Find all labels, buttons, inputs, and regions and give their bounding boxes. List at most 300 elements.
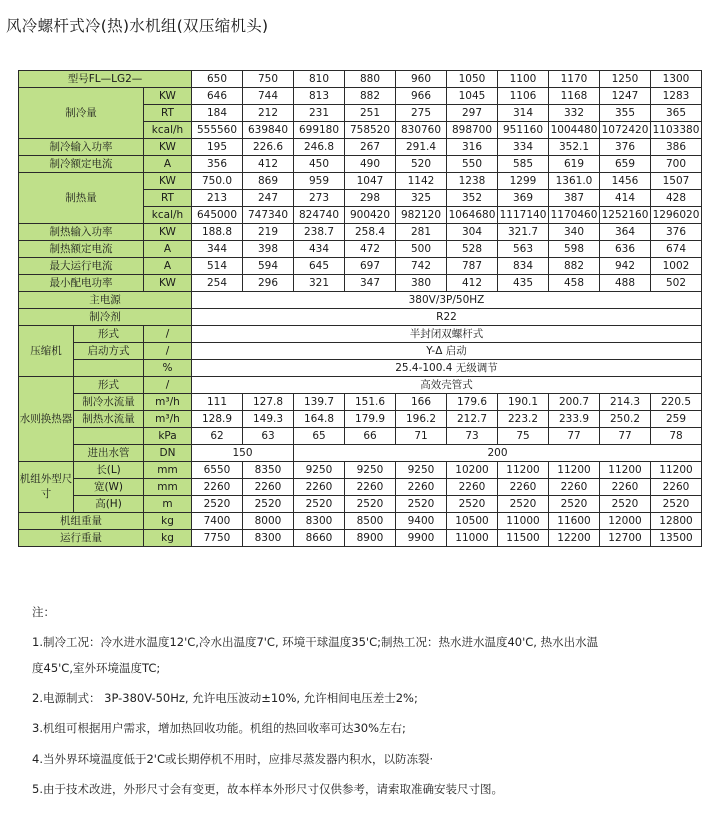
- value-cell: 2260: [447, 479, 498, 496]
- value-cell: 11200: [498, 462, 549, 479]
- value-cell: 2520: [396, 496, 447, 513]
- value-cell: 2260: [192, 479, 243, 496]
- value-cell: 398: [243, 241, 294, 258]
- value-cell: 12200: [549, 530, 600, 547]
- value-cell: 212.7: [447, 411, 498, 428]
- model-cell: 880: [345, 71, 396, 88]
- row-label: 机组重量: [19, 513, 144, 530]
- table-row: [19, 88, 702, 105]
- value-cell: 585: [498, 156, 549, 173]
- table-row: [19, 173, 702, 190]
- value-cell: 747340: [243, 207, 294, 224]
- value-cell: 639840: [243, 122, 294, 139]
- unit-cell: KW: [144, 173, 192, 190]
- value-cell: 428: [651, 190, 702, 207]
- note-3: 3.机组可根据用户需求，增加热回收功能。机组的热回收率可达30%左右;: [32, 721, 406, 735]
- table-row: [19, 496, 702, 513]
- row-label: 制冷剂: [19, 309, 192, 326]
- value-cell: 2520: [345, 496, 396, 513]
- sub-label: 形式: [74, 326, 144, 343]
- value-cell: 1117140: [498, 207, 549, 224]
- sub-label: 启动方式: [74, 343, 144, 360]
- value-cell: 184: [192, 105, 243, 122]
- value-cell: 659: [600, 156, 651, 173]
- value-cell: 11000: [447, 530, 498, 547]
- value-cell: 9400: [396, 513, 447, 530]
- value-cell: 2520: [498, 496, 549, 513]
- unit-cell: mm: [144, 479, 192, 496]
- value-cell: 1103380: [651, 122, 702, 139]
- value-cell: 344: [192, 241, 243, 258]
- value-cell: 514: [192, 258, 243, 275]
- sub-label: 宽(W): [74, 479, 144, 496]
- value-cell: 699180: [294, 122, 345, 139]
- value-cell: 321: [294, 275, 345, 292]
- value-cell: 238.7: [294, 224, 345, 241]
- value-cell: 2520: [294, 496, 345, 513]
- value-cell: 7750: [192, 530, 243, 547]
- value-cell: 1168: [549, 88, 600, 105]
- value-cell: 882: [549, 258, 600, 275]
- value-cell: 6550: [192, 462, 243, 479]
- value-cell: 11500: [498, 530, 549, 547]
- table-row: [19, 343, 702, 360]
- value-cell: 254: [192, 275, 243, 292]
- model-cell: 750: [243, 71, 294, 88]
- value-cell: Y-Δ 启动: [192, 343, 702, 360]
- note-1: 1.制冷工况：冷水进水温度12'C,冷水出温度7'C, 环境干球温度35'C;制热工况：热水进水温度40'C, 热水出水温: [32, 635, 599, 649]
- unit-cell: kg: [144, 530, 192, 547]
- value-cell: 352.1: [549, 139, 600, 156]
- value-cell: 380: [396, 275, 447, 292]
- note-5: 5.由于技术改进，外形尺寸会有变更，故本样本外形尺寸仅供参考，请索取准确安装尺寸图。: [32, 782, 503, 796]
- value-cell: 214.3: [600, 394, 651, 411]
- value-cell: 1238: [447, 173, 498, 190]
- model-cell: 960: [396, 71, 447, 88]
- value-cell: 645000: [192, 207, 243, 224]
- model-cell: 810: [294, 71, 345, 88]
- table-row: [19, 428, 702, 445]
- row-label: 制热额定电流: [19, 241, 144, 258]
- model-cell: 1050: [447, 71, 498, 88]
- sub-label: 进出水管: [74, 445, 144, 462]
- value-cell: 750.0: [192, 173, 243, 190]
- value-cell: 1045: [447, 88, 498, 105]
- value-cell: 472: [345, 241, 396, 258]
- value-cell: 9250: [345, 462, 396, 479]
- value-cell: 316: [447, 139, 498, 156]
- value-cell: 267: [345, 139, 396, 156]
- table-row: [19, 275, 702, 292]
- value-cell: 830760: [396, 122, 447, 139]
- value-cell: 563: [498, 241, 549, 258]
- unit-cell: A: [144, 241, 192, 258]
- value-cell: 364: [600, 224, 651, 241]
- value-cell: 450: [294, 156, 345, 173]
- value-cell: 13500: [651, 530, 702, 547]
- unit-cell: KW: [144, 88, 192, 105]
- sub-label: [74, 428, 144, 445]
- value-cell: 824740: [294, 207, 345, 224]
- unit-cell: KW: [144, 139, 192, 156]
- value-cell: 700: [651, 156, 702, 173]
- value-cell: 882: [345, 88, 396, 105]
- table-row: [19, 292, 702, 309]
- value-cell: 321.7: [498, 224, 549, 241]
- value-cell: 951160: [498, 122, 549, 139]
- value-cell: 982120: [396, 207, 447, 224]
- value-cell: 12700: [600, 530, 651, 547]
- value-cell: 251: [345, 105, 396, 122]
- row-label: 制冷额定电流: [19, 156, 144, 173]
- value-cell: 314: [498, 105, 549, 122]
- value-cell: 2260: [243, 479, 294, 496]
- value-cell: 2520: [243, 496, 294, 513]
- value-cell: 25.4-100.4 无级调节: [192, 360, 702, 377]
- heating-label: 制热量: [19, 173, 144, 224]
- unit-cell: kg: [144, 513, 192, 530]
- unit-cell: RT: [144, 190, 192, 207]
- value-cell: 128.9: [192, 411, 243, 428]
- value-cell: 555560: [192, 122, 243, 139]
- row-label: 制冷输入功率: [19, 139, 144, 156]
- sub-label: 制热水流量: [74, 411, 144, 428]
- value-cell: 高效壳管式: [192, 377, 702, 394]
- model-header: 型号FL—LG2—: [19, 71, 192, 88]
- value-cell: 550: [447, 156, 498, 173]
- value-cell: 281: [396, 224, 447, 241]
- table-row: [19, 258, 702, 275]
- table-row: [19, 309, 702, 326]
- spec-table: [18, 70, 702, 547]
- value-cell: 1047: [345, 173, 396, 190]
- value-cell: 900420: [345, 207, 396, 224]
- value-cell: 179.6: [447, 394, 498, 411]
- value-cell: 412: [447, 275, 498, 292]
- table-row: [19, 326, 702, 343]
- value-cell: 869: [243, 173, 294, 190]
- value-cell: 594: [243, 258, 294, 275]
- compressor-label: 压缩机: [19, 326, 74, 377]
- value-cell: 298: [345, 190, 396, 207]
- value-cell: 8000: [243, 513, 294, 530]
- value-cell: 190.1: [498, 394, 549, 411]
- value-cell: 365: [651, 105, 702, 122]
- table-row: [19, 394, 702, 411]
- value-cell: 490: [345, 156, 396, 173]
- cooling-label: 制冷量: [19, 88, 144, 139]
- value-cell: 376: [651, 224, 702, 241]
- sub-label: 形式: [74, 377, 144, 394]
- value-cell: 304: [447, 224, 498, 241]
- value-cell: 959: [294, 173, 345, 190]
- value-cell: 1064680: [447, 207, 498, 224]
- model-cell: 1170: [549, 71, 600, 88]
- value-cell: 834: [498, 258, 549, 275]
- value-cell: 646: [192, 88, 243, 105]
- value-cell: 2520: [600, 496, 651, 513]
- value-cell: 898700: [447, 122, 498, 139]
- value-cell: 435: [498, 275, 549, 292]
- value-cell: 742: [396, 258, 447, 275]
- value-cell: 502: [651, 275, 702, 292]
- value-cell: 2260: [345, 479, 396, 496]
- value-cell: 226.6: [243, 139, 294, 156]
- value-cell: 1004480: [549, 122, 600, 139]
- value-cell: 111: [192, 394, 243, 411]
- value-cell: 11600: [549, 513, 600, 530]
- table-row: [19, 139, 702, 156]
- table-row: [19, 241, 702, 258]
- row-label: 主电源: [19, 292, 192, 309]
- unit-cell: m³/h: [144, 411, 192, 428]
- value-cell: 220.5: [651, 394, 702, 411]
- value-cell: 149.3: [243, 411, 294, 428]
- value-cell: 813: [294, 88, 345, 105]
- value-cell: 2520: [192, 496, 243, 513]
- row-label: 运行重量: [19, 530, 144, 547]
- value-cell: R22: [192, 309, 702, 326]
- value-cell: 275: [396, 105, 447, 122]
- unit-cell: /: [144, 343, 192, 360]
- table-row: [19, 479, 702, 496]
- value-cell: 500: [396, 241, 447, 258]
- value-cell: 340: [549, 224, 600, 241]
- value-cell: 787: [447, 258, 498, 275]
- value-cell: 334: [498, 139, 549, 156]
- value-cell: 179.9: [345, 411, 396, 428]
- value-cell: 8300: [294, 513, 345, 530]
- exchanger-label: 水则换热器: [19, 377, 74, 462]
- value-cell: 325: [396, 190, 447, 207]
- unit-cell: RT: [144, 105, 192, 122]
- value-cell: 744: [243, 88, 294, 105]
- value-cell: 2520: [651, 496, 702, 513]
- value-cell: 674: [651, 241, 702, 258]
- unit-cell: A: [144, 258, 192, 275]
- value-cell: 380V/3P/50HZ: [192, 292, 702, 309]
- value-cell: 62: [192, 428, 243, 445]
- unit-cell: DN: [144, 445, 192, 462]
- value-cell: 273: [294, 190, 345, 207]
- value-cell: 半封闭双螺杆式: [192, 326, 702, 343]
- value-cell: 412: [243, 156, 294, 173]
- model-cell: 1300: [651, 71, 702, 88]
- model-cell: 1100: [498, 71, 549, 88]
- unit-cell: %: [144, 360, 192, 377]
- value-cell: 66: [345, 428, 396, 445]
- table-row: [19, 360, 702, 377]
- row-label: 最大运行电流: [19, 258, 144, 275]
- value-cell: 8900: [345, 530, 396, 547]
- table-row: [19, 513, 702, 530]
- value-cell: 2260: [498, 479, 549, 496]
- value-cell: 65: [294, 428, 345, 445]
- value-cell: 1106: [498, 88, 549, 105]
- model-cell: 650: [192, 71, 243, 88]
- value-cell: 200: [294, 445, 702, 462]
- model-cell: 1250: [600, 71, 651, 88]
- value-cell: 332: [549, 105, 600, 122]
- value-cell: 11200: [549, 462, 600, 479]
- unit-cell: kcal/h: [144, 207, 192, 224]
- value-cell: 8350: [243, 462, 294, 479]
- value-cell: 77: [549, 428, 600, 445]
- value-cell: 78: [651, 428, 702, 445]
- value-cell: 352: [447, 190, 498, 207]
- page-title: 风冷螺杆式冷(热)水机组(双压缩机头): [6, 17, 269, 35]
- value-cell: 528: [447, 241, 498, 258]
- value-cell: 1296020: [651, 207, 702, 224]
- value-cell: 11200: [600, 462, 651, 479]
- value-cell: 291.4: [396, 139, 447, 156]
- value-cell: 376: [600, 139, 651, 156]
- note-4: 4.当外界环境温度低于2'C或长期停机不用时，应排尽蒸发器内积水，以防冻裂·: [32, 752, 434, 766]
- unit-cell: kPa: [144, 428, 192, 445]
- value-cell: 10200: [447, 462, 498, 479]
- value-cell: 212: [243, 105, 294, 122]
- value-cell: 1072420: [600, 122, 651, 139]
- value-cell: 387: [549, 190, 600, 207]
- value-cell: 1361.0: [549, 173, 600, 190]
- table-row: [19, 156, 702, 173]
- value-cell: 223.2: [498, 411, 549, 428]
- value-cell: 520: [396, 156, 447, 173]
- value-cell: 9250: [294, 462, 345, 479]
- value-cell: 758520: [345, 122, 396, 139]
- value-cell: 188.8: [192, 224, 243, 241]
- sub-label: [74, 360, 144, 377]
- value-cell: 1170460: [549, 207, 600, 224]
- row-label: 最小配电功率: [19, 275, 144, 292]
- value-cell: 1507: [651, 173, 702, 190]
- value-cell: 247: [243, 190, 294, 207]
- value-cell: 2260: [294, 479, 345, 496]
- value-cell: 150: [192, 445, 294, 462]
- value-cell: 434: [294, 241, 345, 258]
- value-cell: 127.8: [243, 394, 294, 411]
- value-cell: 195: [192, 139, 243, 156]
- value-cell: 2260: [651, 479, 702, 496]
- unit-cell: /: [144, 326, 192, 343]
- value-cell: 966: [396, 88, 447, 105]
- value-cell: 1299: [498, 173, 549, 190]
- unit-cell: m³/h: [144, 394, 192, 411]
- value-cell: 942: [600, 258, 651, 275]
- value-cell: 166: [396, 394, 447, 411]
- value-cell: 151.6: [345, 394, 396, 411]
- value-cell: 1247: [600, 88, 651, 105]
- value-cell: 1456: [600, 173, 651, 190]
- value-cell: 356: [192, 156, 243, 173]
- table-row: [19, 224, 702, 241]
- value-cell: 75: [498, 428, 549, 445]
- value-cell: 250.2: [600, 411, 651, 428]
- value-cell: 297: [447, 105, 498, 122]
- value-cell: 12000: [600, 513, 651, 530]
- unit-cell: kcal/h: [144, 122, 192, 139]
- unit-cell: /: [144, 377, 192, 394]
- value-cell: 386: [651, 139, 702, 156]
- value-cell: 598: [549, 241, 600, 258]
- value-cell: 196.2: [396, 411, 447, 428]
- value-cell: 231: [294, 105, 345, 122]
- value-cell: 369: [498, 190, 549, 207]
- value-cell: 8500: [345, 513, 396, 530]
- value-cell: 355: [600, 105, 651, 122]
- value-cell: 9900: [396, 530, 447, 547]
- value-cell: 12800: [651, 513, 702, 530]
- value-cell: 1002: [651, 258, 702, 275]
- value-cell: 10500: [447, 513, 498, 530]
- value-cell: 619: [549, 156, 600, 173]
- note-1-cont: 度45'C,室外环境温度TC;: [32, 661, 161, 675]
- sub-label: 制冷水流量: [74, 394, 144, 411]
- value-cell: 2260: [396, 479, 447, 496]
- value-cell: 246.8: [294, 139, 345, 156]
- sub-label: 长(L): [74, 462, 144, 479]
- value-cell: 9250: [396, 462, 447, 479]
- value-cell: 347: [345, 275, 396, 292]
- table-row: [19, 445, 702, 462]
- value-cell: 77: [600, 428, 651, 445]
- value-cell: 164.8: [294, 411, 345, 428]
- unit-cell: KW: [144, 224, 192, 241]
- table-row: [19, 377, 702, 394]
- table-row: [19, 411, 702, 428]
- value-cell: 458: [549, 275, 600, 292]
- value-cell: 11200: [651, 462, 702, 479]
- value-cell: 2260: [600, 479, 651, 496]
- row-label: 制热输入功率: [19, 224, 144, 241]
- notes-heading: 注：: [32, 605, 55, 619]
- value-cell: 2520: [447, 496, 498, 513]
- table-row: [19, 530, 702, 547]
- sub-label: 高(H): [74, 496, 144, 513]
- value-cell: 233.9: [549, 411, 600, 428]
- value-cell: 63: [243, 428, 294, 445]
- value-cell: 1283: [651, 88, 702, 105]
- value-cell: 8660: [294, 530, 345, 547]
- value-cell: 296: [243, 275, 294, 292]
- value-cell: 645: [294, 258, 345, 275]
- value-cell: 219: [243, 224, 294, 241]
- dimensions-label: 机组外型尺寸: [19, 462, 74, 513]
- unit-cell: m: [144, 496, 192, 513]
- value-cell: 71: [396, 428, 447, 445]
- value-cell: 488: [600, 275, 651, 292]
- value-cell: 213: [192, 190, 243, 207]
- table-row: [19, 462, 702, 479]
- value-cell: 258.4: [345, 224, 396, 241]
- value-cell: 2260: [549, 479, 600, 496]
- value-cell: 73: [447, 428, 498, 445]
- value-cell: 139.7: [294, 394, 345, 411]
- value-cell: 8300: [243, 530, 294, 547]
- unit-cell: A: [144, 156, 192, 173]
- table-row: [19, 71, 702, 88]
- value-cell: 7400: [192, 513, 243, 530]
- unit-cell: KW: [144, 275, 192, 292]
- value-cell: 636: [600, 241, 651, 258]
- value-cell: 259: [651, 411, 702, 428]
- note-2: 2.电源制式： 3P-380V-50Hz, 允许电压波动±10%, 允许相间电压差士2%;: [32, 691, 418, 705]
- unit-cell: mm: [144, 462, 192, 479]
- value-cell: 697: [345, 258, 396, 275]
- value-cell: 11000: [498, 513, 549, 530]
- value-cell: 2520: [549, 496, 600, 513]
- value-cell: 1252160: [600, 207, 651, 224]
